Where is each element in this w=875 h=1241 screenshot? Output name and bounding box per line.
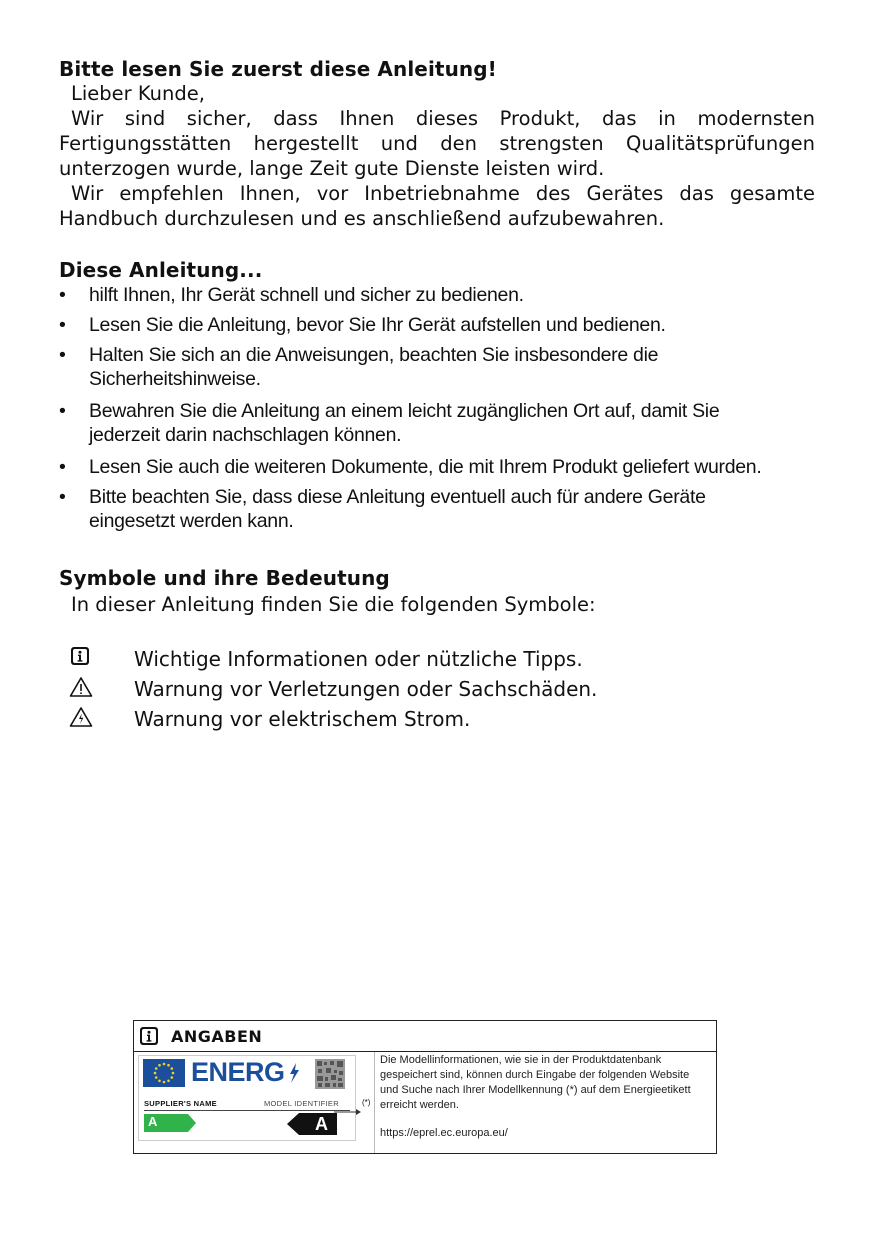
bullet-item	[59, 455, 819, 479]
pointer-arrow-icon	[334, 1101, 362, 1109]
angaben-box	[133, 1020, 717, 1154]
bullet-item	[59, 343, 799, 391]
qr-code-icon	[315, 1059, 345, 1089]
angaben-title: ANGABEN	[171, 1027, 263, 1046]
manual-heading: Diese Anleitung...	[59, 258, 263, 282]
efficiency-class-left: A	[148, 1114, 158, 1129]
energy-logo-text: ENERG	[191, 1057, 285, 1087]
bullet-text: Halten Sie sich an die Anweisungen, beachten Sie insbesondere die Sicherheitshinweise.	[89, 344, 659, 390]
symbol-text-warning: Warnung vor Verletzungen oder Sachschäden.	[134, 677, 598, 701]
supplier-name: SUPPLIER'S NAME	[144, 1099, 217, 1108]
bullet-text: hilft Ihnen, Ihr Gerät schnell und sicher zu bedienen.	[89, 284, 524, 306]
energy-label	[138, 1055, 356, 1141]
info-icon	[139, 1026, 159, 1046]
bullet-item	[59, 313, 799, 337]
model-marker: (*)	[362, 1098, 371, 1107]
bullet-text: Bewahren Sie die Anleitung an einem leicht zugänglichen Ort auf, damit Sie jederzeit darin nachschlagen können.	[89, 400, 720, 446]
bullet-text: Lesen Sie auch die weiteren Dokumente, die mit Ihrem Produkt geliefert wurden.	[89, 456, 762, 478]
angaben-header	[134, 1021, 716, 1052]
warning-triangle-icon	[69, 676, 93, 698]
electric-warning-icon	[69, 706, 93, 728]
bullet-symbol: •	[59, 400, 66, 422]
bullet-symbol: •	[59, 456, 66, 478]
bullet-symbol: •	[59, 314, 66, 336]
eu-flag-icon	[143, 1059, 185, 1087]
greeting: Lieber Kunde,	[71, 82, 205, 105]
model-identifier: MODEL IDENTIFIER	[264, 1099, 339, 1108]
symbols-heading: Symbole und ihre Bedeutung	[59, 566, 390, 590]
symbol-text-electric: Warnung vor elektrischem Strom.	[134, 707, 471, 731]
efficiency-arrow-right	[287, 1113, 337, 1135]
label-divider	[144, 1110, 350, 1111]
column-divider	[374, 1052, 375, 1153]
intro-paragraph-2: Wir empfehlen Ihnen, vor Inbetriebnahme des Gerätes das gesamte Handbuch durchzulesen und es anschließend aufzubewahren.	[59, 182, 815, 230]
symbol-text-info: Wichtige Informationen oder nützliche Tipps.	[134, 647, 583, 671]
bullet-item	[59, 283, 799, 307]
lightning-icon	[287, 1062, 301, 1084]
eprel-link[interactable]: https://eprel.ec.europa.eu/	[380, 1127, 508, 1139]
bullet-text: Lesen Sie die Anleitung, bevor Sie Ihr Gerät aufstellen und bedienen.	[89, 314, 666, 336]
info-icon	[70, 646, 90, 666]
bullet-symbol: •	[59, 284, 66, 306]
angaben-text: Die Modellinformationen, wie sie in der Produktdatenbank gespeichert sind, können durch Eingabe der folgenden Website und Suche nach Ihrer Modellkennung (*) auf dem Energieetikett erreicht werden.	[380, 1054, 691, 1111]
bullet-text: Bitte beachten Sie, dass diese Anleitung eventuell auch für andere Geräte eingesetzt werden kann.	[89, 486, 706, 532]
bullet-item	[59, 485, 799, 533]
intro-heading: Bitte lesen Sie zuerst diese Anleitung!	[59, 57, 497, 81]
bullet-item	[59, 399, 799, 447]
bullet-symbol: •	[59, 344, 66, 366]
efficiency-class-right: A	[315, 1114, 328, 1134]
symbols-intro: In dieser Anleitung finden Sie die folgenden Symbole:	[71, 593, 596, 616]
intro-paragraph-1: Wir sind sicher, dass Ihnen dieses Produkt, das in modernsten Fertigungsstätten hergestellt und den strengsten Qualitätsprüfungen unterzogen wurde, lange Zeit gute Dienste leisten wird.	[59, 107, 815, 180]
bullet-symbol: •	[59, 486, 66, 508]
